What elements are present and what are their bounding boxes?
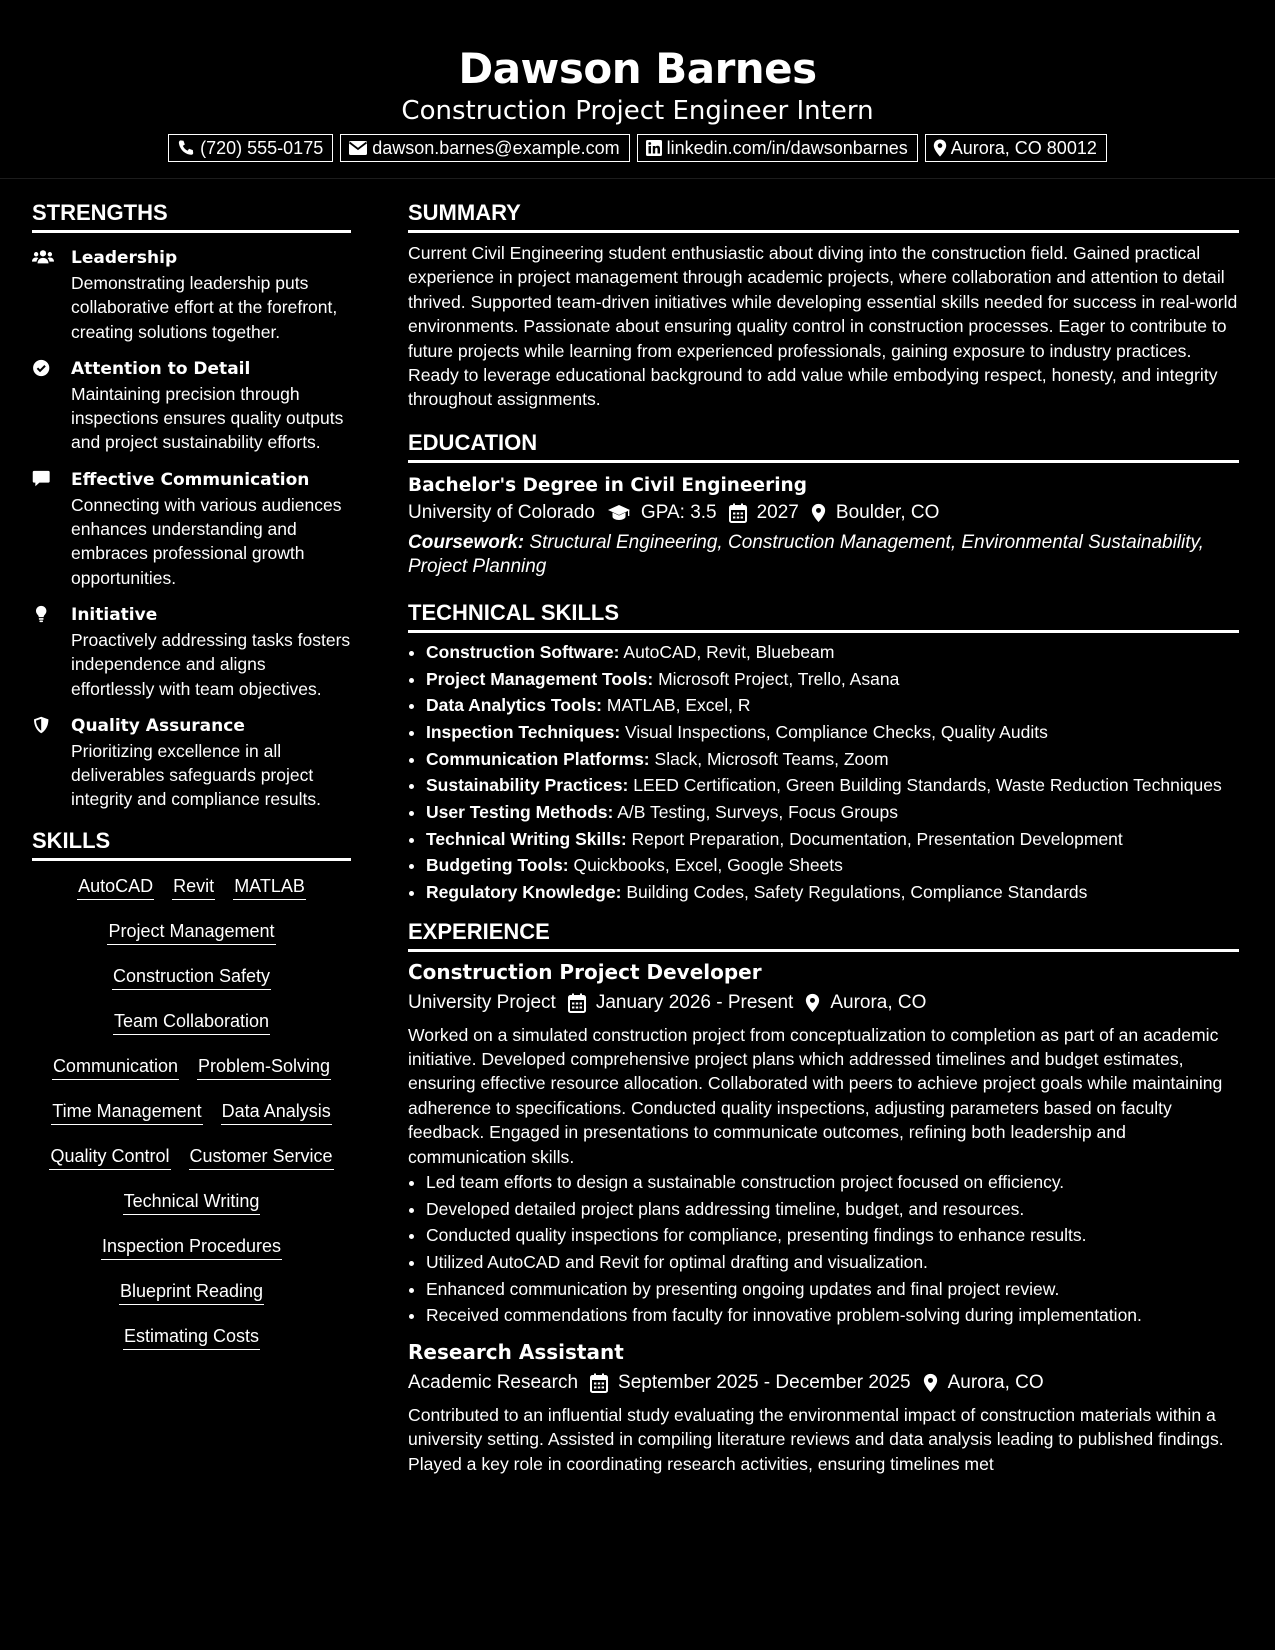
list-item: • Led team efforts to design a sustainable construction project focused on efficiency.	[426, 1171, 1239, 1195]
education-heading: EDUCATION	[408, 426, 1239, 463]
skill-tag: Customer Service	[189, 1145, 334, 1170]
contact-phone-text: (720) 555-0175	[200, 137, 324, 158]
list-item: • Conducted quality inspections for compliance, presenting findings to enhance results.	[426, 1224, 1239, 1248]
phone-icon	[176, 139, 196, 157]
skills-list	[32, 875, 351, 1370]
list-item: • Project Management Tools: Microsoft Project, Trello, Asana	[426, 668, 1239, 692]
summary-heading: SUMMARY	[408, 196, 1239, 233]
list-item: • Regulatory Knowledge: Building Codes, Safety Regulations, Compliance Standards	[426, 881, 1239, 905]
shield-icon	[32, 716, 54, 734]
strength-item	[32, 602, 351, 701]
list-item: • Inspection Techniques: Visual Inspections, Compliance Checks, Quality Audits	[426, 721, 1239, 745]
graduation-year: 2027	[756, 501, 799, 523]
job-description: Contributed to an influential study evaluating the environmental impact of construction materials within a university setting. Assisted in compiling literature reviews and data analysis leading to published findings. Played a key role in coordinating research activities, ensuring timelines met	[408, 1404, 1224, 1474]
list-item: • Construction Software: AutoCAD, Revit, Bluebeam	[426, 641, 1239, 665]
skill-tag: Blueprint Reading	[119, 1280, 264, 1305]
strength-item	[32, 356, 351, 455]
resume-header	[0, 0, 1275, 179]
map-pin-icon	[805, 993, 820, 1013]
strength-name: Leadership	[71, 248, 178, 268]
contact-location-text: Aurora, CO 80012	[950, 137, 1097, 158]
degree-name: Bachelor's Degree in Civil Engineering	[408, 474, 807, 496]
strength-desc: Connecting with various audiences enhances understanding and embraces professional growth opportunities.	[71, 494, 342, 588]
list-item: • Developed detailed project plans addressing timeline, budget, and resources.	[426, 1198, 1239, 1222]
summary-text: Current Civil Engineering student enthusiastic about diving into the construction field. Gained practical experience in project management through academic projects, where collaboration and attention to detail thrived. Supported team-driven initiatives while developing essential skills needed for success in real-world environments. Passionate about ensuring quality control in construction processes. Eager to contribute to future projects while learning from experienced professionals, gaining exposure to industry practices. Ready to leverage educational background to add value while embodying respect, honesty, and integrity throughout assignments.	[408, 243, 1238, 410]
skill-tag: Inspection Procedures	[101, 1235, 282, 1260]
technical-skills-heading: TECHNICAL SKILLS	[408, 596, 1239, 633]
summary-section	[408, 196, 1239, 412]
map-pin-icon	[811, 503, 826, 523]
calendar-icon	[590, 1373, 608, 1393]
strengths-heading: STRENGTHS	[32, 196, 351, 233]
strength-desc: Demonstrating leadership puts collaborative effort at the forefront, creating solutions together.	[71, 273, 338, 342]
graduation-cap-icon	[607, 504, 631, 522]
skill-tag: Data Analysis	[221, 1100, 332, 1125]
list-item: • User Testing Methods: A/B Testing, Surveys, Focus Groups	[426, 801, 1239, 825]
contact-email[interactable]	[340, 134, 629, 162]
skill-tag: Revit	[172, 875, 215, 900]
experience-heading: EXPERIENCE	[408, 915, 1239, 952]
list-item: • Data Analytics Tools: MATLAB, Excel, R	[426, 694, 1239, 718]
coursework	[408, 531, 1239, 580]
skill-tag: Technical Writing	[123, 1190, 261, 1215]
strengths-section	[32, 196, 351, 812]
list-item: • Enhanced communication by presenting ongoing updates and final project review.	[426, 1278, 1239, 1302]
lightbulb-icon	[32, 605, 54, 623]
strength-desc: Maintaining precision through inspections ensures quality outputs and project sustainability efforts.	[71, 383, 344, 453]
skill-tag: Quality Control	[49, 1145, 170, 1170]
job-org: Academic Research	[408, 1371, 579, 1393]
list-item: • Communication Platforms: Slack, Microsoft Teams, Zoom	[426, 748, 1239, 772]
candidate-title: Construction Project Engineer Intern	[401, 96, 874, 126]
job-location: Aurora, CO	[830, 991, 927, 1013]
skill-tag: Time Management	[51, 1100, 202, 1125]
strength-item	[32, 713, 351, 812]
skill-tag: Project Management	[107, 920, 275, 945]
users-icon	[32, 248, 54, 266]
job-org: University Project	[408, 991, 556, 1013]
strength-item	[32, 467, 351, 590]
strength-desc: Proactively addressing tasks fosters independence and aligns effortlessly with team objectives.	[71, 629, 351, 699]
contact-linkedin[interactable]	[637, 134, 918, 162]
gpa: GPA: 3.5	[640, 501, 717, 523]
list-item: • Received commendations from faculty for innovative problem-solving during implementation.	[426, 1304, 1239, 1328]
skill-tag: Estimating Costs	[123, 1325, 260, 1350]
map-pin-icon	[933, 139, 947, 157]
experience-section	[408, 915, 1239, 1477]
job-title: Construction Project Developer	[408, 959, 762, 984]
skill-tag: Team Collaboration	[113, 1010, 270, 1035]
contact-bar	[0, 134, 1275, 162]
list-item: • Utilized AutoCAD and Revit for optimal drafting and visualization.	[426, 1251, 1239, 1275]
school-name: University of Colorado	[408, 501, 595, 523]
calendar-icon	[729, 503, 747, 523]
education-meta	[408, 499, 1239, 527]
job-location: Aurora, CO	[947, 1371, 1044, 1393]
skill-tag: Problem-Solving	[197, 1055, 331, 1080]
skills-section	[32, 824, 351, 1370]
envelope-icon	[348, 140, 368, 156]
strength-item	[32, 245, 351, 344]
calendar-icon	[568, 993, 586, 1013]
list-item: • Sustainability Practices: LEED Certification, Green Building Standards, Waste Reduction Techniques	[426, 774, 1239, 798]
skill-tag: Construction Safety	[112, 965, 271, 990]
right-column	[408, 196, 1239, 1486]
job-bullets	[408, 1171, 1239, 1328]
strength-name: Attention to Detail	[71, 358, 251, 379]
map-pin-icon	[923, 1373, 938, 1393]
job-meta	[408, 1369, 1239, 1397]
speech-bubble-icon	[32, 470, 54, 488]
strength-desc: Prioritizing excellence in all deliverables safeguards project integrity and compliance results.	[71, 740, 321, 810]
job-dates: January 2026 - Present	[595, 991, 794, 1013]
coursework-label: Coursework:	[408, 531, 525, 553]
skill-tag: Communication	[52, 1055, 179, 1080]
job-dates: September 2025 - December 2025	[618, 1371, 911, 1393]
left-column	[32, 196, 351, 1380]
list-item: • Budgeting Tools: Quickbooks, Excel, Google Sheets	[426, 854, 1239, 878]
linkedin-icon	[645, 139, 663, 157]
education-section	[408, 426, 1239, 580]
strength-name: Quality Assurance	[71, 715, 245, 736]
school-location: Boulder, CO	[835, 501, 940, 523]
technical-skills-list	[408, 641, 1239, 905]
strength-name: Initiative	[71, 604, 158, 625]
contact-phone[interactable]	[168, 134, 333, 162]
technical-skills-section	[408, 596, 1239, 905]
job-title: Research Assistant	[408, 1339, 624, 1364]
job-description: Worked on a simulated construction project from conceptualization to completion as part of an academic initiative. Developed comprehensive project plans which addressed timelines and budget estimates, ensuring effective resource allocation. Collaborated with peers to achieve project goals while maintaining adherence to specifications. Conducted quality inspections, adjusting parameters based on faculty feedback. Engaged in presentations to communicate outcomes, refining both leadership and communication skills.	[408, 1024, 1223, 1167]
contact-linkedin-text: linkedin.com/in/dawsonbarnes	[666, 137, 908, 158]
candidate-name: Dawson Barnes	[458, 44, 817, 93]
skills-heading: SKILLS	[32, 824, 351, 861]
check-circle-icon	[32, 359, 54, 377]
list-item: • Technical Writing Skills: Report Preparation, Documentation, Presentation Development	[426, 828, 1239, 852]
job-meta	[408, 989, 1239, 1017]
contact-email-text: dawson.barnes@example.com	[372, 137, 620, 158]
skill-tag: AutoCAD	[77, 875, 154, 900]
coursework-text: Structural Engineering, Construction Management, Environmental Sustainability, Project Planning	[408, 531, 1204, 578]
strength-name: Effective Communication	[71, 469, 310, 490]
contact-location[interactable]	[925, 134, 1107, 162]
skill-tag: MATLAB	[233, 875, 306, 900]
